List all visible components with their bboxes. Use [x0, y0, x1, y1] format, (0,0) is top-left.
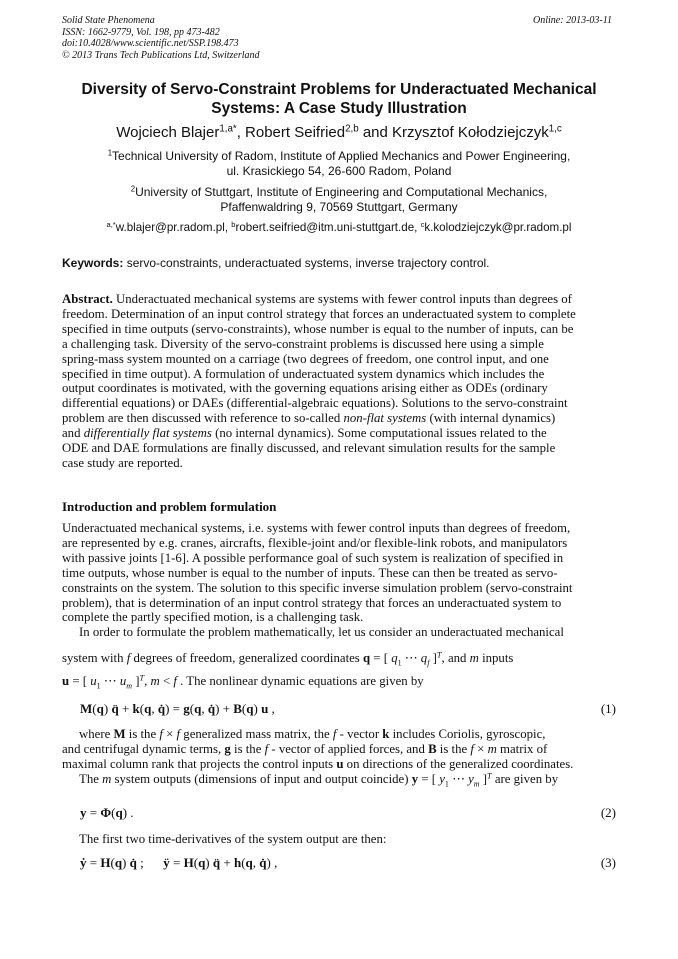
- abstract-line: freedom. Determination of an input control strategy that forces an underactuated system to complete: [62, 306, 576, 321]
- email-sup: a,*: [106, 219, 116, 229]
- abstract-line: Underactuated mechanical systems are systems with fewer control inputs than degrees of: [112, 292, 572, 306]
- body-text: is the: [436, 741, 471, 756]
- author-separator: and: [358, 124, 393, 141]
- inputs-line: u = [ $u_1$ ⋯ $u_m$ ]$^T$, m < f . The nonlinear dynamic equations are given by: [62, 673, 424, 691]
- equation-2-math: y = Φ(q) .: [80, 805, 134, 820]
- affiliation-line: University of Stuttgart, Institute of Engineering and Computational Mechanics,: [135, 185, 548, 199]
- abstract-line: and: [62, 426, 84, 441]
- affiliation-sup: 2: [130, 184, 136, 194]
- abstract-line: case study are reported.: [62, 455, 183, 470]
- affiliation-line: Pfaffenwaldring 9, 70569 Stuttgart, Germany: [220, 200, 458, 214]
- equation-2: [80, 805, 616, 823]
- body-text: on directions of the generalized coordinates.: [343, 756, 574, 771]
- author-name: Wojciech Blajer: [116, 124, 220, 141]
- equation-3-math: ẏ = H(q) q̇ ; ÿ = H(q) q̈ + h(q, q̇) ,: [80, 855, 278, 870]
- section-heading: Introduction and problem formulation: [62, 499, 277, 514]
- derivative-paragraph: [62, 832, 616, 847]
- body-text: The: [79, 771, 103, 786]
- affiliation-1: [62, 149, 616, 179]
- body-text: maximal column rank that projects the control inputs: [62, 756, 337, 771]
- abstract-line: specified in time output). A formulation of underactuated system dynamics which includes the: [62, 366, 545, 381]
- author-sup: 1,c: [548, 123, 562, 135]
- email-link[interactable]: robert.seifried@itm.uni-stuttgart.de,: [235, 221, 421, 234]
- paper-title: Diversity of Servo-Constraint Problems for Underactuated Mechanical Systems: A Case Study Illustration: [81, 81, 597, 117]
- affiliation-line: ul. Krasickiego 54, 26-600 Radom, Poland: [226, 164, 452, 178]
- body-text: where: [79, 727, 114, 741]
- body-text: - vector: [336, 727, 383, 741]
- abstract-line: spring-mass system mounted on a carriage (two degrees of freedom, one control input, and one: [62, 351, 549, 366]
- abstract: [62, 292, 616, 471]
- email-list: [62, 221, 616, 235]
- abstract-line: output coordinates is motivated, with the governing equations arising either as ODEs (ordinary: [62, 381, 548, 396]
- author-name: Krzysztof Kołodziejczyk: [392, 124, 549, 141]
- abstract-line: (no internal dynamics). Some computational issues related to the: [215, 426, 547, 441]
- body-line: time outputs, whose number is equal to the number of inputs. These can then be treated as servo-: [62, 565, 558, 580]
- body-line: are represented by e.g. cranes, aircrafts, flexible-joint and/or flexible-link robots, and manipulators: [62, 535, 568, 550]
- equation-number: (3): [600, 855, 616, 870]
- body-line: The first two time-derivatives of the system output are then:: [79, 832, 387, 846]
- abstract-label: Abstract.: [62, 292, 113, 306]
- author-name: Robert Seifried: [245, 124, 346, 141]
- body-text: are given by: [491, 771, 559, 786]
- email-sup: b: [231, 219, 236, 229]
- affiliation-2: [62, 185, 616, 215]
- keywords: [62, 256, 616, 271]
- body-text: is the: [230, 741, 265, 756]
- author-separator: ,: [236, 124, 246, 141]
- affiliation-line: Technical University of Radom, Institute of Applied Mechanics and Power Engineering,: [112, 149, 571, 163]
- equation-1-math: M(q) q̈ + k(q, q̇) = g(q, q̇) + B(q) u ,: [80, 701, 275, 716]
- abstract-line: specified in time outputs (servo-constraints), whose number is equal to the number of inputs, can be: [62, 321, 574, 336]
- body-text: includes Coriolis, gyroscopic,: [389, 727, 546, 741]
- body-line: complete the partly specified motion, is a challenging task.: [62, 610, 364, 625]
- journal-doi: doi:10.4028/www.scientific.net/SSP.198.473: [62, 38, 239, 49]
- author-sup: 2,b: [345, 123, 359, 135]
- equation-number: (1): [600, 701, 616, 716]
- body-text: degrees of freedom, generalized coordinates: [130, 651, 363, 665]
- body-text: system outputs (dimensions of input and output coincide): [111, 771, 412, 786]
- email-link[interactable]: k.kolodziejczyk@pr.radom.pl: [424, 221, 572, 234]
- equation-number: (2): [600, 805, 616, 820]
- where-paragraph: where M is the f × f generalized mass matrix, the f - vector k includes Coriolis, gyroscopic, and centrifugal dynamic terms, g is the f - vector of applied forces, and B is the f × m matrix of maximal column rank that projects the control inputs u on directions of the generalized coordinates. The m system outputs (dimensions of input and output coincide) y = [ $y_1$ ⋯ $y_m$ ]$^T$ are given by: [62, 727, 574, 789]
- abstract-line: ODE and DAE formulations are finally discussed, and relevant simulation results for the sample: [62, 441, 556, 456]
- body-text: - vector of applied forces, and: [268, 741, 429, 756]
- body-text: generalized mass matrix, the: [180, 727, 333, 741]
- abstract-term: differentially flat systems: [83, 426, 212, 441]
- abstract-line: problem are then discussed with reference to so-called: [62, 411, 341, 426]
- abstract-line: (with internal dynamics): [429, 411, 556, 426]
- author-sup: 1,a*: [219, 123, 237, 135]
- email-link[interactable]: w.blajer@pr.radom.pl,: [115, 221, 232, 234]
- body-line: In order to formulate the problem mathematically, let us consider an underactuated mechanical: [79, 625, 564, 640]
- body-text: system with: [62, 651, 127, 665]
- body-line: Underactuated mechanical systems, i.e. systems with fewer control inputs than degrees of freedom,: [62, 521, 571, 535]
- online-date: Online: 2013-03-11: [533, 15, 612, 26]
- journal-issn: ISSN: 1662-9779, Vol. 198, pp 473-482: [62, 26, 220, 38]
- journal-name: Solid State Phenomena: [62, 15, 155, 26]
- body-line: problem), that is determination of an input control strategy that forces an underactuated system to: [62, 595, 562, 610]
- abstract-line: differential equations) or DAEs (differential-algebraic equations). Solutions to the servo-constraint: [62, 396, 568, 411]
- journal-copyright: © 2013 Trans Tech Publications Ltd, Switzerland: [62, 49, 260, 61]
- body-text: . The nonlinear dynamic equations are given by: [180, 674, 424, 688]
- keywords-label: Keywords:: [62, 256, 124, 270]
- abstract-term: non-flat systems: [343, 411, 427, 426]
- keywords-text: servo-constraints, underactuated systems, inverse trajectory control.: [123, 256, 490, 270]
- coordinates-line: system with f degrees of freedom, generalized coordinates q = [ $q_1$ ⋯ $q_f$ ]$^T$, and m inputs: [62, 650, 514, 668]
- body-text: matrix of: [496, 741, 548, 756]
- body-text: inputs: [478, 651, 514, 665]
- body-line: with passive joints [1-6]. A possible performance goal of such system is realization of specified in: [62, 550, 564, 565]
- body-line: constraints on the system. The solution to this specific inverse simulation problem (servo-constraint: [62, 580, 573, 595]
- abstract-line: a challenging task. Diversity of the servo-constraint problems is discussed here using a simple: [62, 336, 544, 351]
- email-sup: c: [420, 219, 425, 229]
- equation-3: [80, 855, 616, 873]
- author-list: [62, 124, 616, 142]
- body-text: and centrifugal dynamic terms,: [62, 741, 225, 756]
- body-text: is the: [125, 727, 160, 741]
- equation-1: [80, 701, 616, 719]
- intro-paragraph: [62, 521, 616, 640]
- body-text: and: [447, 651, 470, 665]
- affiliation-sup: 1: [107, 148, 113, 158]
- journal-header: [62, 15, 260, 61]
